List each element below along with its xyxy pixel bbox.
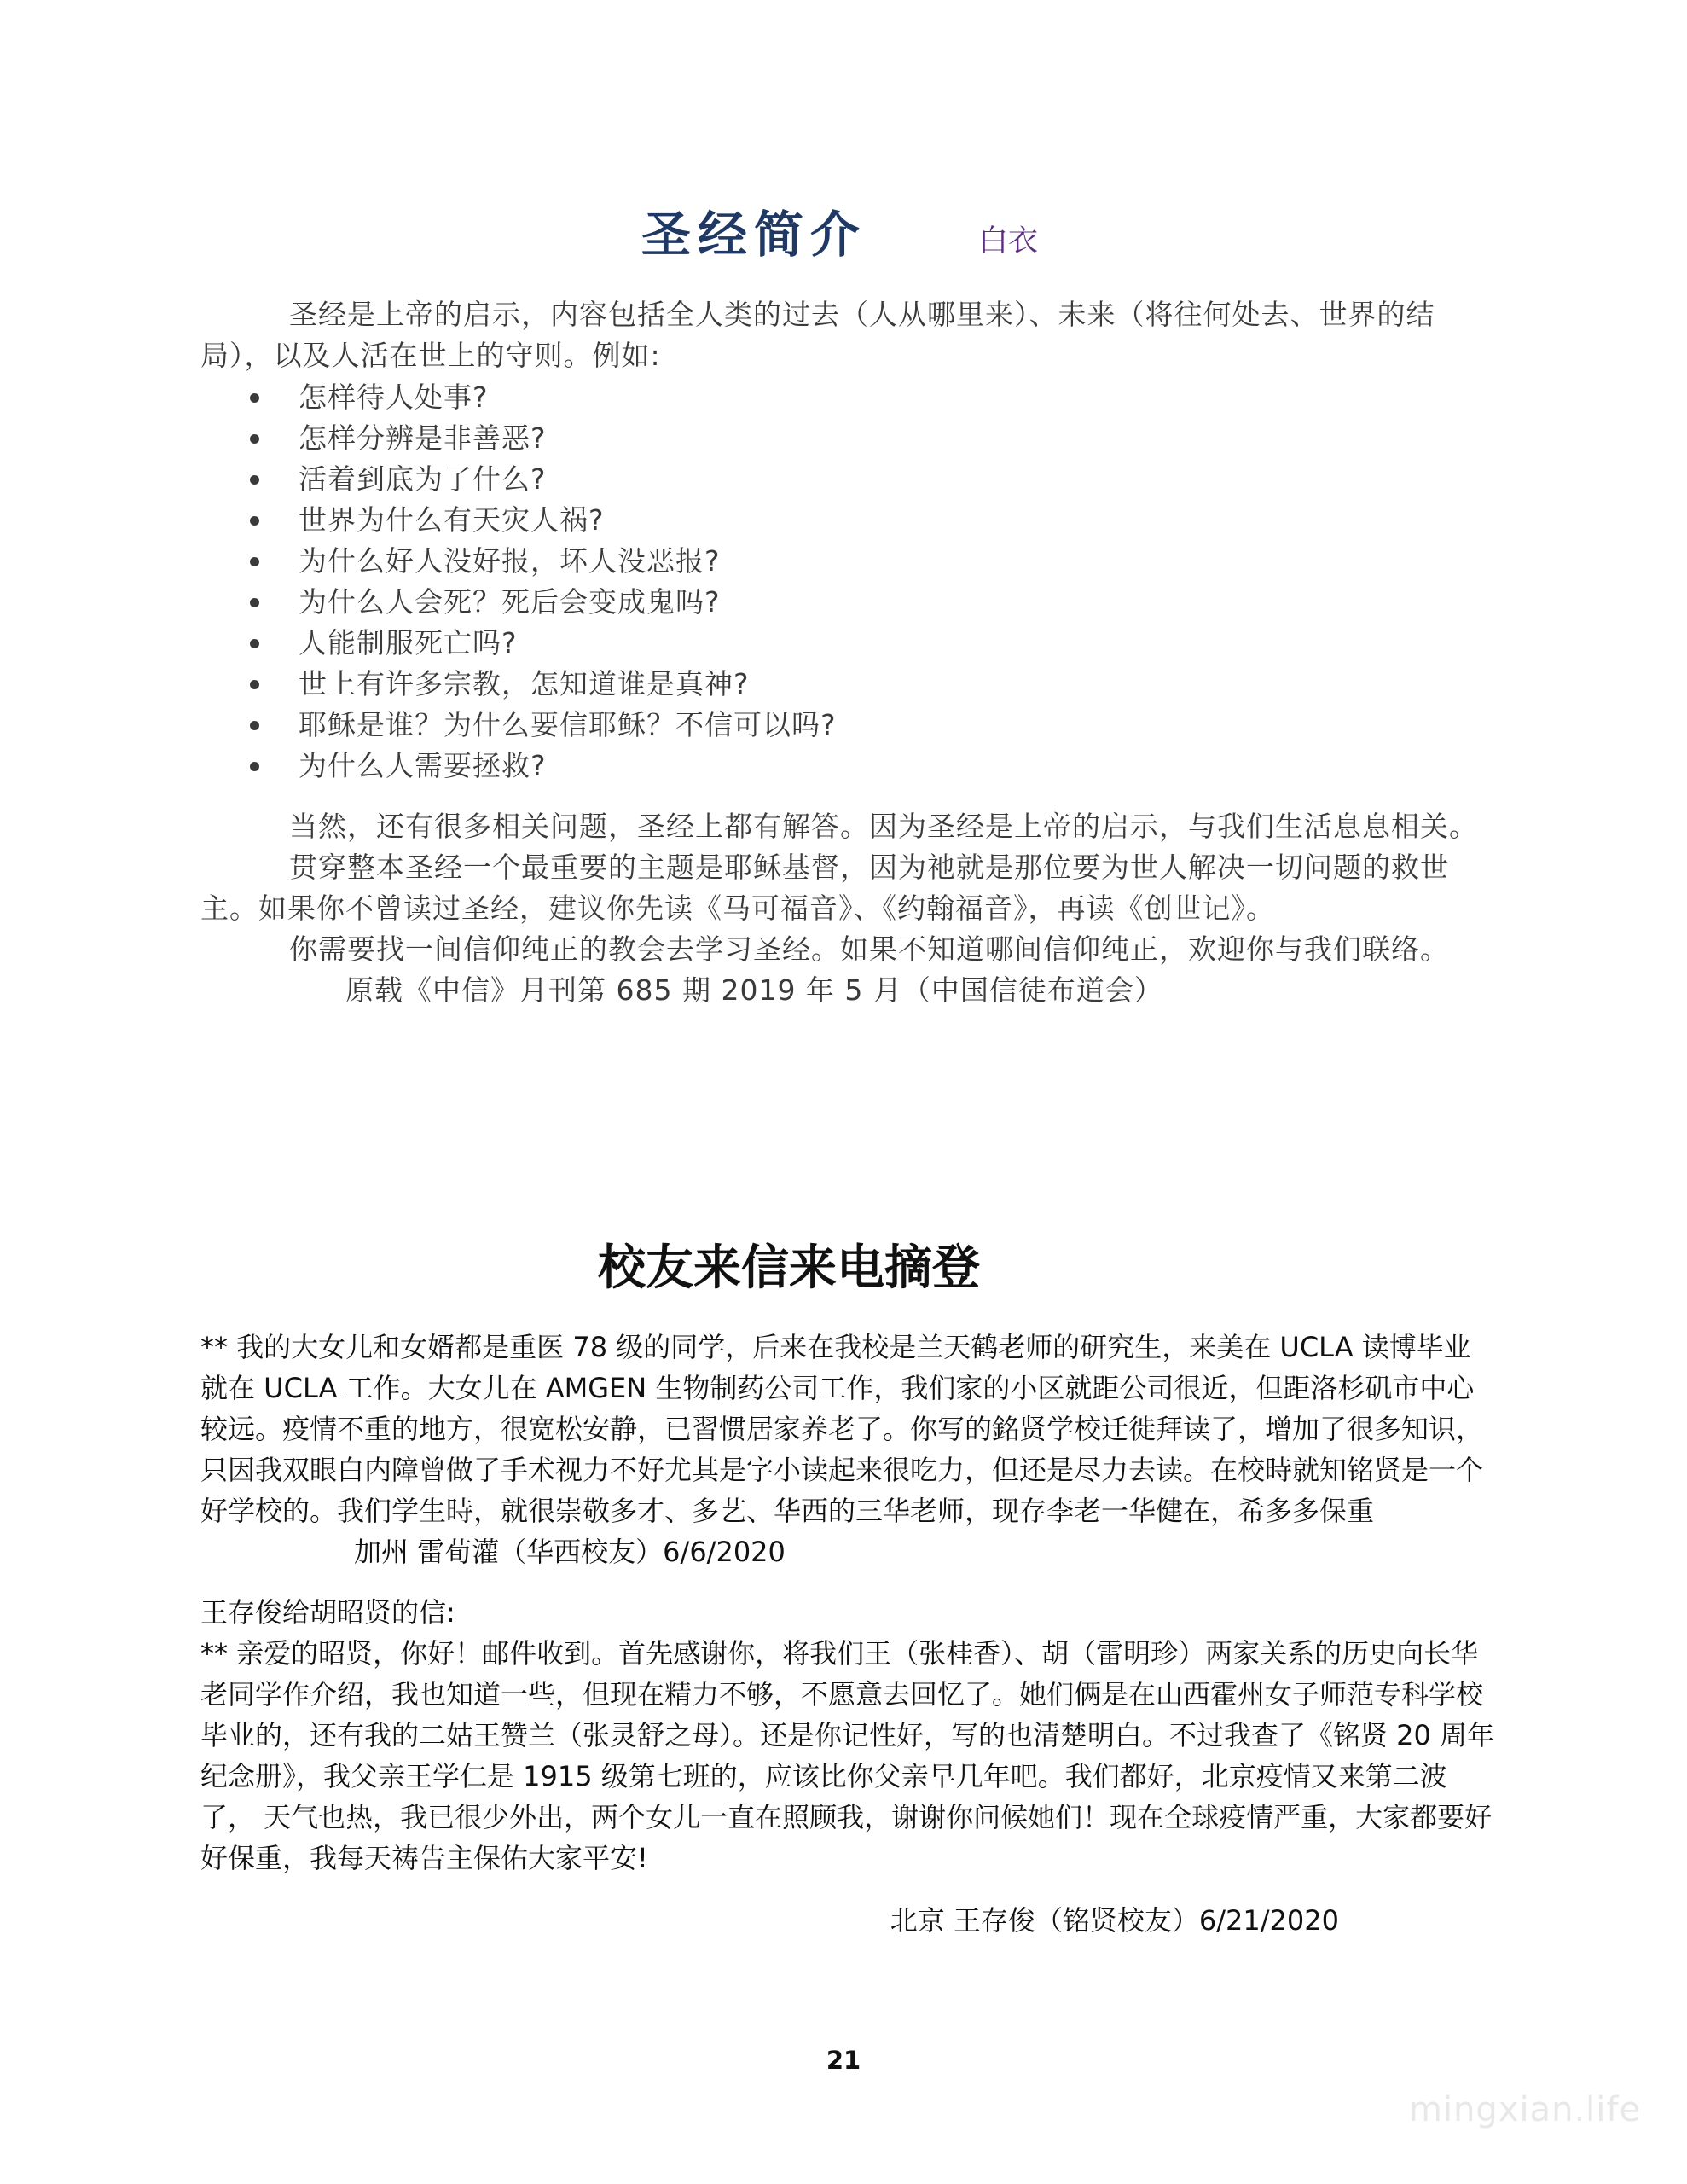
letter-signature: 北京 王存俊（铭贤校友）6/21/2020 — [890, 1904, 1339, 1937]
intro-paragraph: 圣经是上帝的启示，内容包括全人类的过去（人从哪里来）、未来（将往何处去、世界的结局），以及人活在世上的守则。例如: — [200, 298, 1435, 372]
list-item: 为什么人需要拯救? — [200, 746, 1505, 787]
list-item: 耶稣是谁？为什么要信耶稣？不信可以吗? — [200, 705, 1505, 746]
section-title: 校友来信来电摘登 — [598, 1240, 980, 1296]
article-intro — [200, 294, 1505, 376]
source-note: 原载《中信》月刊第 685 期 2019 年 5 月（中国信徒布道会） — [345, 973, 1163, 1007]
bullet-icon — [250, 721, 259, 730]
bullet-icon — [250, 434, 259, 444]
bullet-icon — [250, 639, 259, 648]
letter-text: ** 亲爱的昭贤，你好！邮件收到。首先感谢你，将我们王（张桂香）、胡（雷明珍）两家关系的历史向长华老同学作介绍，我也知道一些，但现在精力不够，不愿意去回忆了。她们俩是在山西霍州女子师范专科学校毕业的，还有我的二姑王赞兰（张灵舒之母）。还是你记性好，写的也清楚明白。不过我查了《铭贤 20 周年纪念册》，我父亲王学仁是 1915 级第七班的，应该比你父亲早几年吧。我们都好，北京疫情又来第二波了， 天气也热，我已很少外出，两个女儿一直在照顾我，谢谢你问候她们！现在全球疫情严重，大家都要好好保重，我每天祷告主保佑大家平安! — [200, 1637, 1495, 1874]
list-item: 为什么人会死？死后会变成鬼吗? — [200, 582, 1505, 623]
article-title: 圣经简介 — [641, 206, 867, 264]
list-item: 人能制服死亡吗? — [200, 623, 1505, 664]
bullet-icon — [250, 475, 259, 485]
bullet-icon — [250, 393, 259, 403]
page-number: 21 — [826, 2046, 861, 2075]
article-body — [200, 806, 1505, 1011]
list-item: 活着到底为了什么? — [200, 459, 1505, 500]
bullet-icon — [250, 557, 259, 566]
bullet-icon — [250, 680, 259, 689]
list-item: 世界为什么有天灾人祸? — [200, 500, 1505, 541]
bullet-icon — [250, 762, 259, 771]
letter-excerpt — [200, 1327, 1497, 1572]
letter-excerpt — [200, 1633, 1497, 1879]
bullet-icon — [250, 598, 259, 607]
bullet-icon — [250, 516, 259, 526]
question-list — [200, 377, 1505, 787]
letter-text: ** 我的大女儿和女婿都是重医 78 级的同学，后来在我校是兰天鹤老师的研究生，来美在 UCLA 读博毕业就在 UCLA 工作。大女儿在 AMGEN 生物制药公司工作，我们家的小区就距公司很近，但距洛杉矶市中心较远。疫情不重的地方，很宽松安静，已習惯居家养老了。你写的銘贤学校迁徙拜读了，增加了很多知识，只因我双眼白内障曾做了手术视力不好尤其是字小读起来很吃力，但还是尽力去读。在校時就知铭贤是一个好学校的。我们学生時，就很崇敬多才、多艺、华西的三华老师，现存李老一华健在，希多多保重 — [200, 1331, 1484, 1527]
letter-signature: 加州 雷荀灌（华西校友）6/6/2020 — [354, 1536, 786, 1568]
list-item: 世上有许多宗教，怎知道谁是真神? — [200, 664, 1505, 705]
list-item: 为什么好人没好报，坏人没恶报? — [200, 541, 1505, 582]
list-item: 怎样分辨是非善恶? — [200, 418, 1505, 459]
body-paragraph: 贯穿整本圣经一个最重要的主题是耶稣基督，因为祂就是那位要为世人解决一切问题的救世主。如果你不曾读过圣经，建议你先读《马可福音》、《约翰福音》，再读《创世记》。 — [200, 851, 1449, 925]
watermark: mingxian.life — [1409, 2090, 1642, 2129]
article-author: 白衣 — [978, 224, 1039, 258]
body-paragraph: 当然，还有很多相关问题，圣经上都有解答。因为圣经是上帝的启示，与我们生活息息相关。 — [289, 810, 1478, 843]
list-item: 怎样待人处事? — [200, 377, 1505, 418]
body-paragraph: 你需要找一间信仰纯正的教会去学习圣经。如果不知道哪间信仰纯正，欢迎你与我们联络。原载《中信》月刊第 685 期 2019 年 5 月（中国信徒布道会） — [289, 932, 1449, 1007]
letter-label: 王存俊给胡昭贤的信: — [200, 1596, 455, 1629]
